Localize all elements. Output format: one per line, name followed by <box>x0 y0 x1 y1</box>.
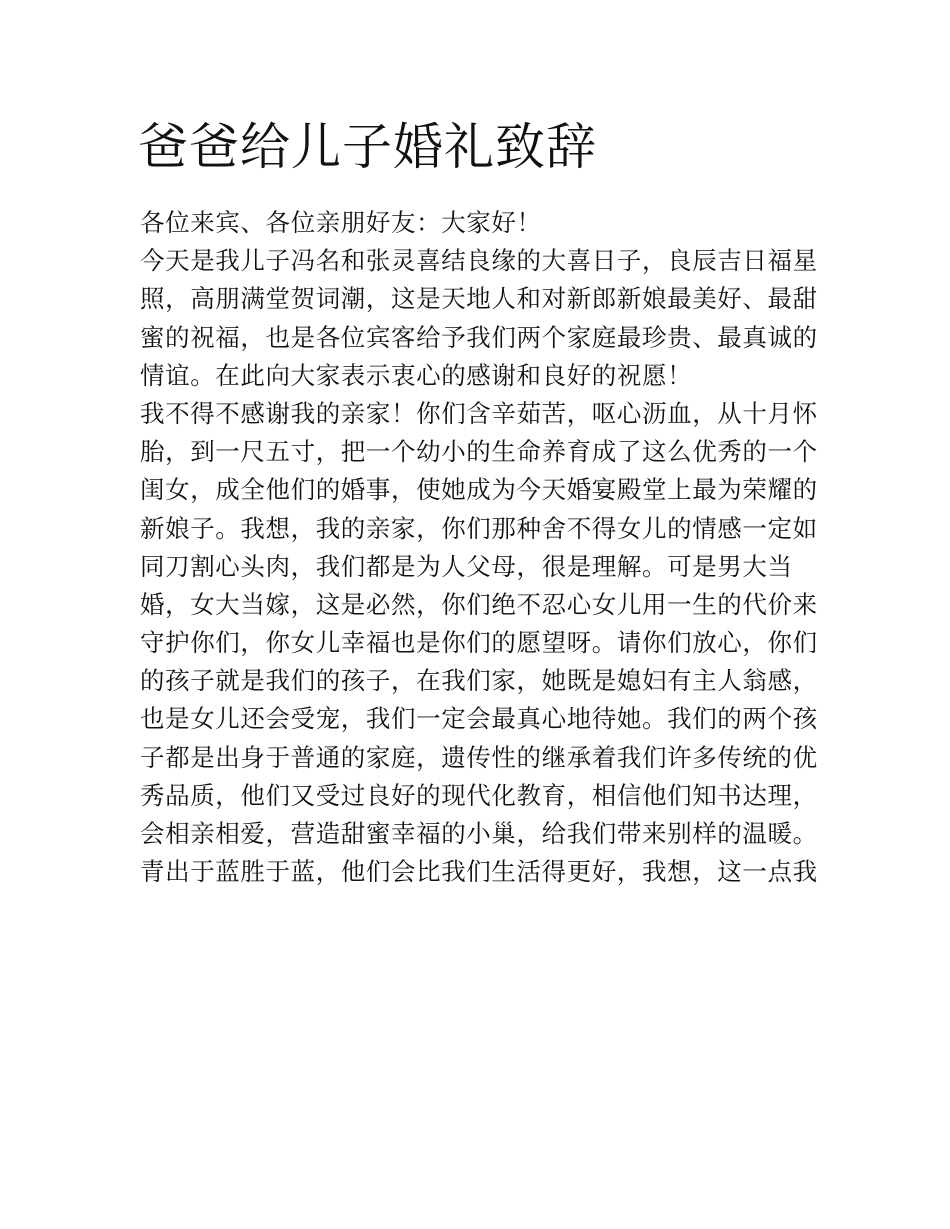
body-line: 同刀割心头肉，我们都是为人父母，很是理解。可是男大当 <box>140 551 793 581</box>
body-line: 新娘子。我想，我的亲家，你们那种舍不得女儿的情感一定如 <box>140 513 818 543</box>
body-line-greeting: 各位来宾、各位亲朋好友：大家好！ <box>140 208 542 237</box>
body-line: 的孩子就是我们的孩子，在我们家，她既是媳妇有主人翁感， <box>140 666 818 696</box>
body-line: 秀品质，他们又受过良好的现代化教育，相信他们知书达理， <box>140 780 818 810</box>
body-line: 我不得不感谢我的亲家！你们含辛茹苦，呕心沥血，从十月怀 <box>140 398 818 428</box>
body-line: 会相亲相爱，营造甜蜜幸福的小巢，给我们带来别样的温暖。 <box>140 819 818 848</box>
body-line: 今天是我儿子冯名和张灵喜结良缘的大喜日子，良辰吉日福星 <box>140 246 818 276</box>
document-body <box>140 204 820 891</box>
body-line: 蜜的祝福，也是各位宾客给予我们两个家庭最珍贵、最真诚的 <box>140 322 818 352</box>
body-line: 子都是出身于普通的家庭，遗传性的继承着我们许多传统的优 <box>140 742 818 772</box>
body-line: 青出于蓝胜于蓝，他们会比我们生活得更好，我想，这一点我 <box>140 857 818 887</box>
body-line: 闺女，成全他们的婚事，使她成为今天婚宴殿堂上最为荣耀的 <box>140 475 818 505</box>
body-line: 守护你们，你女儿幸福也是你们的愿望呀。请你们放心，你们 <box>140 628 818 658</box>
body-line: 也是女儿还会受宠，我们一定会最真心地待她。我们的两个孩 <box>140 704 818 734</box>
body-line: 情谊。在此向大家表示衷心的感谢和良好的祝愿！ <box>140 360 693 390</box>
body-line: 婚，女大当嫁，这是必然，你们绝不忍心女儿用一生的代价来 <box>140 589 818 619</box>
body-line: 胎，到一尺五寸，把一个幼小的生命养育成了这么优秀的一个 <box>140 437 818 467</box>
document-title: 爸爸给儿子婚礼致辞 <box>138 118 597 176</box>
body-line: 照，高朋满堂贺词潮，这是天地人和对新郎新娘最美好、最甜 <box>140 284 818 314</box>
